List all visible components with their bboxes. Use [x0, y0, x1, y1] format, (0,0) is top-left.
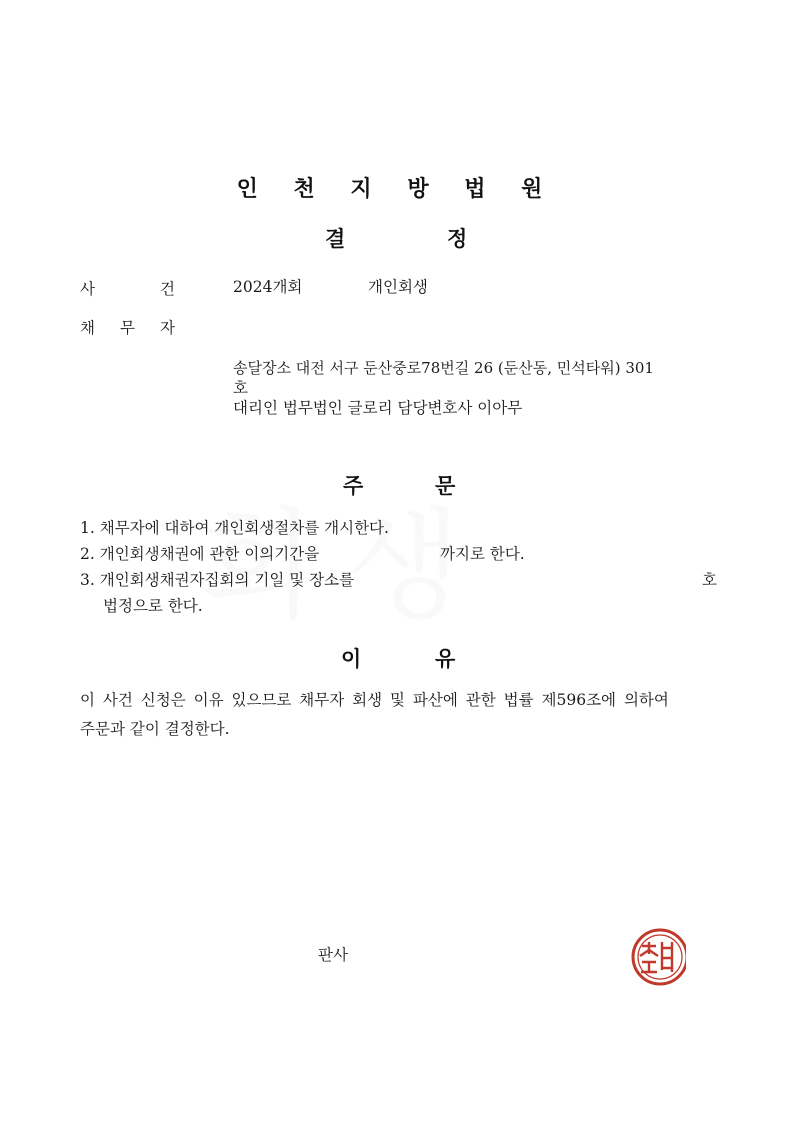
case-type: 개인회생 — [368, 278, 428, 296]
case-number: 2024개회 — [233, 278, 303, 296]
service-address-line1: 송달장소 대전 서구 둔산중로78번길 26 (둔산동, 민석타워) 301 — [233, 359, 654, 377]
order-item-2-start: 2. 개인회생채권에 관한 이의기간을 — [80, 545, 320, 563]
judge-seal — [628, 922, 686, 992]
legal-agent: 대리인 법무법인 글로리 담당변호사 이아무 — [233, 399, 523, 417]
order-item-2-end: 까지로 한다. — [440, 545, 525, 563]
reason-line-2: 주문과 같이 결정한다. — [80, 720, 230, 738]
reason-heading-right: 유 — [435, 647, 456, 671]
order-item-3-room: 호 — [702, 571, 717, 589]
reason-line-1: 이 사건 신청은 이유 있으므로 채무자 회생 및 파산에 관한 법률 제596조에 의하여 — [80, 691, 669, 709]
court-name: 인 천 지 방 법 원 — [236, 177, 557, 202]
judge-label: 판사 — [318, 946, 348, 964]
order-item-3-end: 법정으로 한다. — [103, 597, 203, 615]
service-address-line2: 호 — [233, 379, 248, 397]
case-label-2: 건 — [160, 280, 175, 298]
debtor-label-1: 채 — [80, 319, 95, 337]
order-item-1: 1. 채무자에 대하여 개인회생절차를 개시한다. — [80, 519, 389, 537]
reason-heading-left: 이 — [341, 647, 362, 671]
order-heading-right: 문 — [435, 474, 456, 498]
order-heading-left: 주 — [343, 474, 364, 498]
order-item-3-start: 3. 개인회생채권자집회의 기일 및 장소를 — [80, 571, 355, 589]
doc-type-left: 결 — [325, 227, 346, 251]
debtor-label-3: 자 — [160, 319, 175, 337]
case-label-1: 사 — [80, 280, 95, 298]
debtor-label-2: 무 — [120, 319, 135, 337]
doc-type-right: 정 — [447, 227, 468, 251]
